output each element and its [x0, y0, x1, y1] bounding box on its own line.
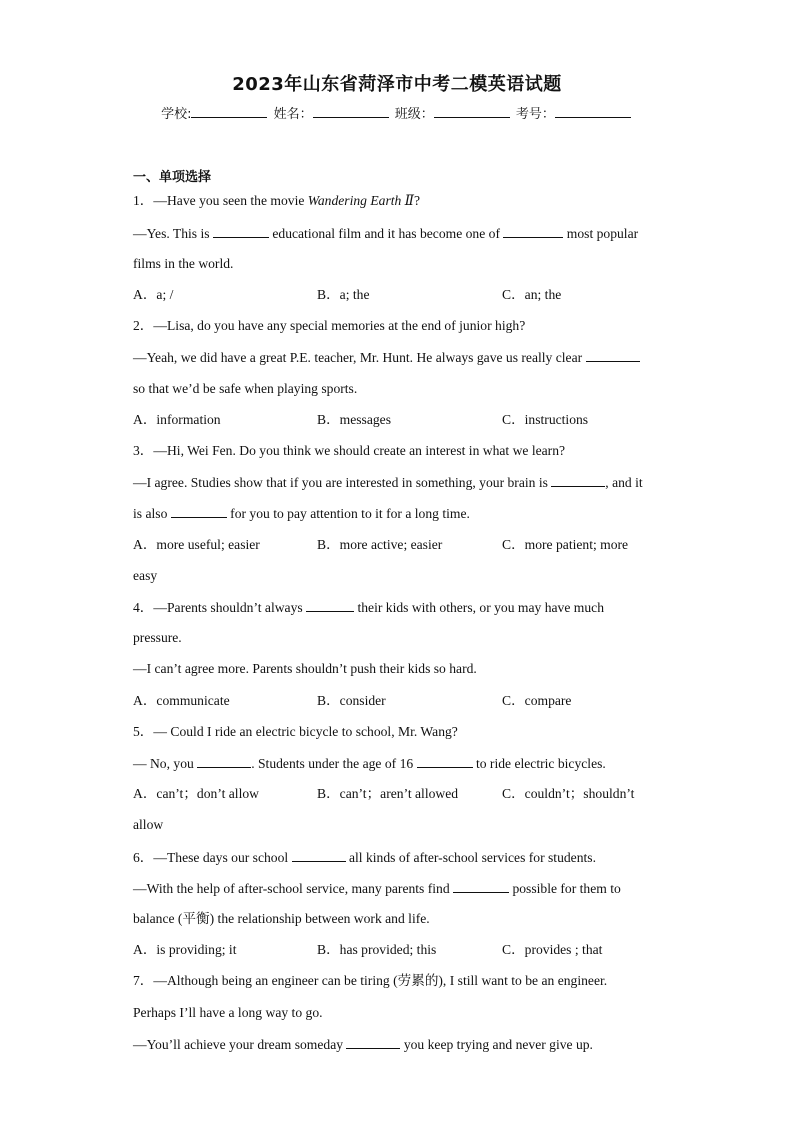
q6-line1: 6．—These days our school all kinds of after-school services for students. — [133, 850, 596, 865]
q6-line3: balance (平衡) the relationship between work and life. — [133, 911, 430, 926]
q5-line1: 5．— Could I ride an electric bicycle to school, Mr. Wang? — [133, 724, 458, 739]
q4-line3: —I can’t agree more. Parents shouldn’t push their kids so hard. — [133, 661, 477, 676]
q3-option-c-wrap: easy — [133, 568, 158, 583]
q1-line2: —Yes. This is educational film and it has become one of most popular — [133, 226, 639, 241]
q2-line3: so that we’d be safe when playing sports. — [133, 381, 358, 396]
q7-blank — [346, 1036, 400, 1049]
q4-option-a[interactable]: A．communicate — [133, 693, 230, 708]
q4-line2: pressure. — [133, 630, 182, 645]
q6-line2: —With the help of after-school service, many parents find possible for them to — [133, 881, 621, 896]
q5-option-c[interactable]: C．couldn’t；shouldn’t — [502, 786, 635, 801]
q3-option-b[interactable]: B．more active; easier — [317, 537, 443, 552]
q3-line3: is also for you to pay attention to it for a long time. — [133, 506, 470, 521]
exam-number-blank[interactable] — [555, 105, 631, 118]
q5-option-c-wrap: allow — [133, 817, 164, 832]
q3-line2: —I agree. Studies show that if you are interested in something, your brain is , and it — [133, 475, 643, 490]
page-title: 2023年山东省菏泽市中考二模英语试题 — [232, 74, 562, 95]
q3-option-c[interactable]: C．more patient; more — [502, 537, 629, 552]
student-info-line — [0, 103, 794, 122]
q2-option-b[interactable]: B．messages — [317, 412, 392, 427]
q1-line1: 1．—Have you seen the movie Wandering Earth Ⅱ? — [133, 193, 421, 208]
exam-number-label: 考号： — [515, 107, 555, 122]
q2-blank — [586, 349, 640, 362]
q4-blank — [306, 599, 354, 612]
q7-line1: 7．—Although being an engineer can be tiring (劳累的), I still want to be an engineer. — [133, 973, 608, 988]
section-title: 一、单项选择 — [133, 170, 212, 185]
q2-option-c[interactable]: C．instructions — [502, 412, 589, 427]
q1-blank-2 — [503, 225, 563, 238]
q1-option-a[interactable]: A．a; / — [133, 287, 174, 302]
q2-line2: —Yeah, we did have a great P.E. teacher, Mr. Hunt. He always gave us really clear — [133, 349, 640, 366]
q1-option-c[interactable]: C．an; the — [502, 287, 562, 302]
class-label: 班级： — [394, 107, 434, 122]
q6-option-a[interactable]: A．is providing; it — [133, 942, 237, 957]
q5-option-a[interactable]: A．can’t；don’t allow — [133, 786, 259, 801]
school-label: 学校: — [161, 107, 192, 122]
q6-option-c[interactable]: C．provides ; that — [502, 942, 603, 957]
q5-option-b[interactable]: B．can’t；aren’t allowed — [317, 786, 459, 801]
q3-blank-2 — [171, 505, 227, 518]
q5-blank-1 — [197, 755, 251, 768]
q3-option-a[interactable]: A．more useful; easier — [133, 537, 260, 552]
name-blank[interactable] — [313, 105, 389, 118]
q7-line2: Perhaps I’ll have a long way to go. — [133, 1005, 323, 1020]
q4-option-b[interactable]: B．consider — [317, 693, 386, 708]
q2-option-a[interactable]: A．information — [133, 412, 221, 427]
q2-line1: 2．—Lisa, do you have any special memories at the end of junior high? — [133, 318, 526, 333]
q1-option-b[interactable]: B．a; the — [317, 287, 370, 302]
movie-title: Wandering Earth Ⅱ — [307, 193, 414, 208]
q3-blank-1 — [551, 474, 605, 487]
q1-line3: films in the world. — [133, 256, 234, 271]
q3-line1: 3．—Hi, Wei Fen. Do you think we should create an interest in what we learn? — [133, 443, 566, 458]
name-label: 姓名： — [273, 107, 313, 122]
q4-option-c[interactable]: C．compare — [502, 693, 572, 708]
q1-blank-1 — [213, 225, 269, 238]
q5-line2: — No, you . Students under the age of 16 to ride electric bicycles. — [133, 756, 606, 771]
class-blank[interactable] — [434, 105, 510, 118]
q7-line3: —You’ll achieve your dream someday you keep trying and never give up. — [133, 1037, 593, 1052]
q6-blank-2 — [453, 880, 509, 893]
q6-blank-1 — [292, 849, 346, 862]
q4-line1: 4．—Parents shouldn’t always their kids with others, or you may have much — [133, 600, 604, 615]
school-blank[interactable] — [191, 105, 267, 118]
q5-blank-2 — [417, 755, 473, 768]
q6-option-b[interactable]: B．has provided; this — [317, 942, 437, 957]
